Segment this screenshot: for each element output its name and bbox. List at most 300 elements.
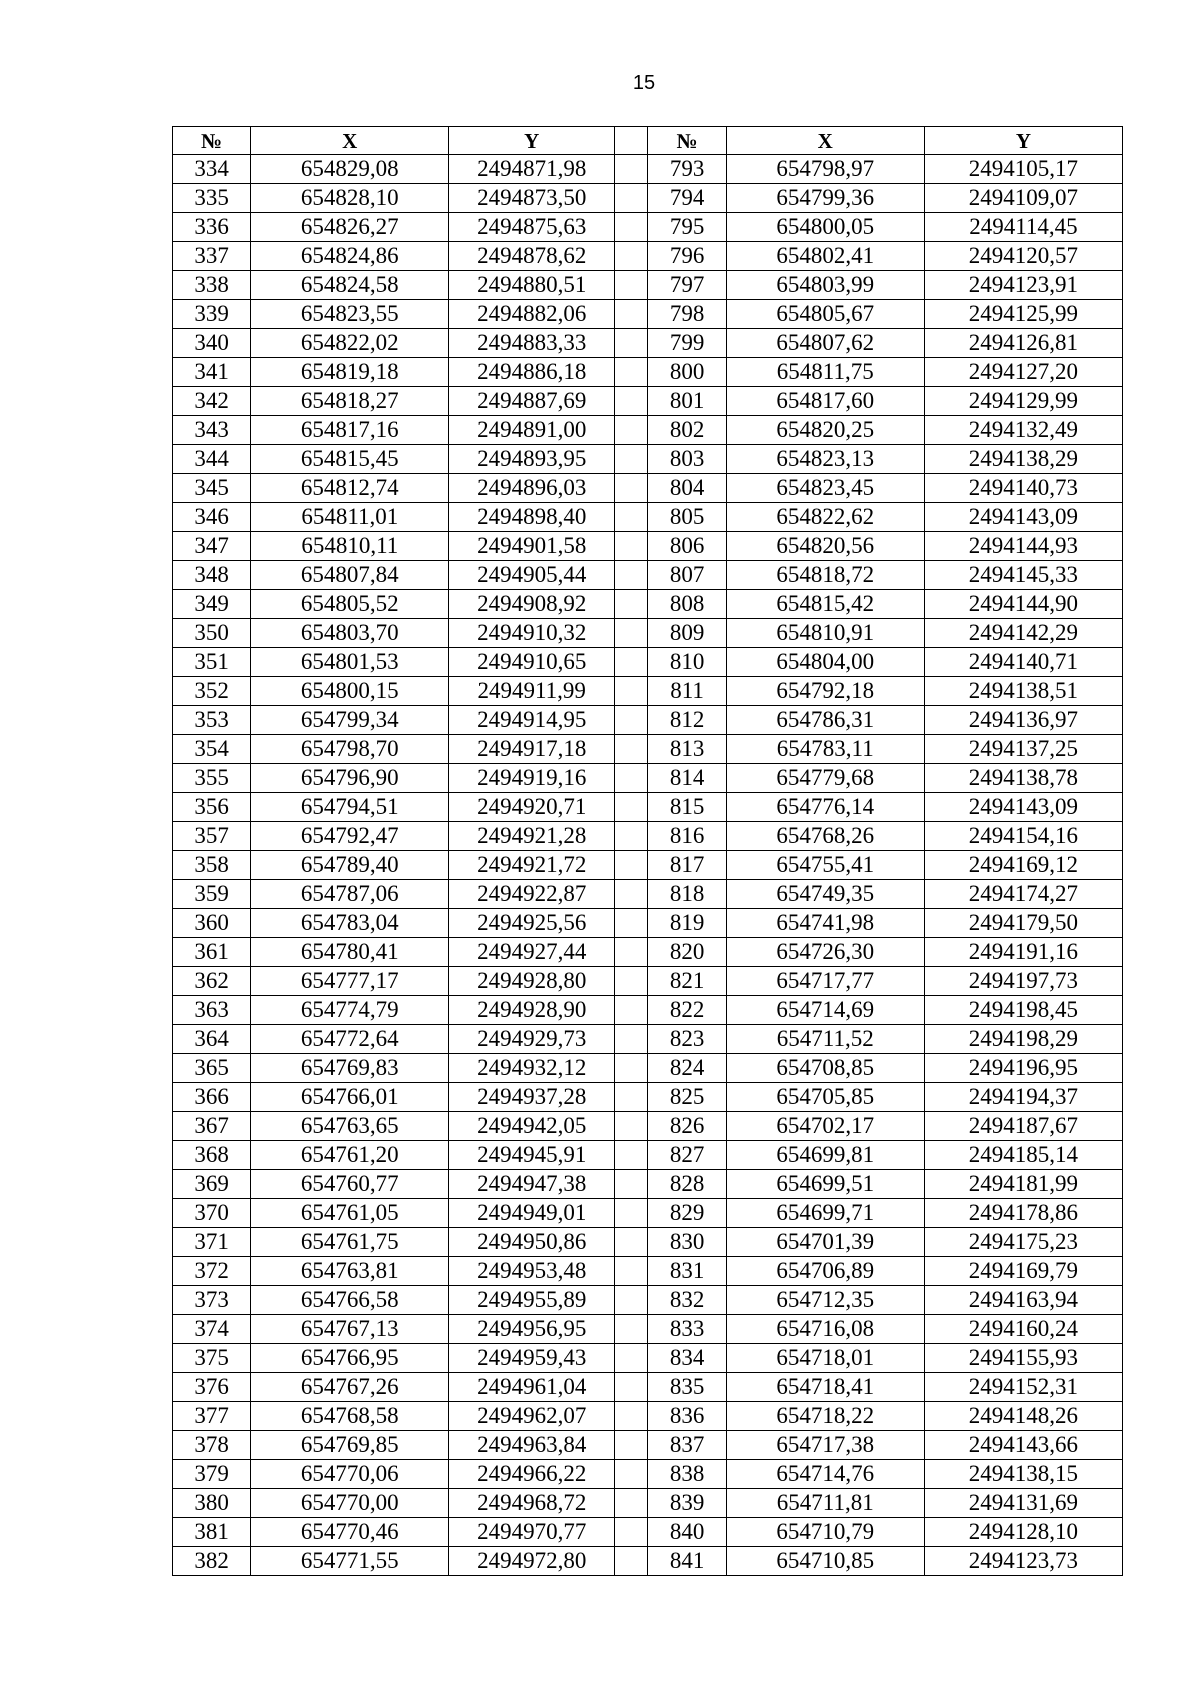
x-coordinate-left: 654818,27 [251, 387, 449, 416]
y-coordinate-left: 2494942,05 [449, 1112, 615, 1141]
y-coordinate-left: 2494961,04 [449, 1373, 615, 1402]
x-coordinate-left: 654763,81 [251, 1257, 449, 1286]
x-coordinate-right: 654714,69 [726, 996, 924, 1025]
spacer-cell [615, 1083, 648, 1112]
point-number-right: 808 [648, 590, 726, 619]
x-coordinate-left: 654796,90 [251, 764, 449, 793]
point-number-right: 827 [648, 1141, 726, 1170]
spacer-cell [615, 880, 648, 909]
point-number-left: 370 [173, 1199, 251, 1228]
point-number-left: 345 [173, 474, 251, 503]
y-coordinate-right: 2494187,67 [924, 1112, 1122, 1141]
point-number-left: 346 [173, 503, 251, 532]
table-row [173, 532, 1123, 561]
point-number-right: 799 [648, 329, 726, 358]
y-coordinate-right: 2494143,09 [924, 793, 1122, 822]
x-coordinate-right: 654799,36 [726, 184, 924, 213]
spacer-cell [615, 271, 648, 300]
x-coordinate-right: 654810,91 [726, 619, 924, 648]
y-coordinate-right: 2494123,73 [924, 1547, 1122, 1576]
x-coordinate-right: 654779,68 [726, 764, 924, 793]
table-row [173, 329, 1123, 358]
point-number-left: 354 [173, 735, 251, 764]
header-y-left: Y [449, 127, 615, 155]
x-coordinate-left: 654767,13 [251, 1315, 449, 1344]
point-number-right: 817 [648, 851, 726, 880]
y-coordinate-left: 2494925,56 [449, 909, 615, 938]
y-coordinate-right: 2494191,16 [924, 938, 1122, 967]
x-coordinate-right: 654818,72 [726, 561, 924, 590]
y-coordinate-right: 2494179,50 [924, 909, 1122, 938]
x-coordinate-left: 654761,75 [251, 1228, 449, 1257]
point-number-right: 826 [648, 1112, 726, 1141]
spacer-cell [615, 532, 648, 561]
y-coordinate-right: 2494145,33 [924, 561, 1122, 590]
y-coordinate-left: 2494921,72 [449, 851, 615, 880]
point-number-right: 837 [648, 1431, 726, 1460]
y-coordinate-left: 2494886,18 [449, 358, 615, 387]
point-number-right: 801 [648, 387, 726, 416]
table-row [173, 1460, 1123, 1489]
y-coordinate-right: 2494143,09 [924, 503, 1122, 532]
point-number-right: 794 [648, 184, 726, 213]
point-number-right: 811 [648, 677, 726, 706]
y-coordinate-left: 2494896,03 [449, 474, 615, 503]
y-coordinate-left: 2494908,92 [449, 590, 615, 619]
x-coordinate-right: 654718,22 [726, 1402, 924, 1431]
y-coordinate-right: 2494174,27 [924, 880, 1122, 909]
spacer-cell [615, 445, 648, 474]
header-spacer [615, 127, 648, 155]
y-coordinate-left: 2494910,32 [449, 619, 615, 648]
point-number-left: 343 [173, 416, 251, 445]
spacer-cell [615, 793, 648, 822]
x-coordinate-right: 654786,31 [726, 706, 924, 735]
point-number-right: 798 [648, 300, 726, 329]
point-number-left: 381 [173, 1518, 251, 1547]
x-coordinate-right: 654804,00 [726, 648, 924, 677]
point-number-right: 806 [648, 532, 726, 561]
x-coordinate-right: 654783,11 [726, 735, 924, 764]
spacer-cell [615, 474, 648, 503]
y-coordinate-left: 2494929,73 [449, 1025, 615, 1054]
x-coordinate-left: 654767,26 [251, 1373, 449, 1402]
table-row [173, 1199, 1123, 1228]
x-coordinate-left: 654766,58 [251, 1286, 449, 1315]
x-coordinate-right: 654802,41 [726, 242, 924, 271]
table-row [173, 1083, 1123, 1112]
table-row [173, 619, 1123, 648]
coordinates-table [172, 126, 1123, 1576]
x-coordinate-left: 654803,70 [251, 619, 449, 648]
table-row [173, 909, 1123, 938]
header-num-right: № [648, 127, 726, 155]
table-row [173, 735, 1123, 764]
x-coordinate-right: 654817,60 [726, 387, 924, 416]
spacer-cell [615, 329, 648, 358]
point-number-right: 797 [648, 271, 726, 300]
table-row [173, 822, 1123, 851]
point-number-right: 829 [648, 1199, 726, 1228]
y-coordinate-right: 2494137,25 [924, 735, 1122, 764]
x-coordinate-right: 654822,62 [726, 503, 924, 532]
x-coordinate-right: 654702,17 [726, 1112, 924, 1141]
point-number-left: 360 [173, 909, 251, 938]
point-number-left: 344 [173, 445, 251, 474]
x-coordinate-right: 654708,85 [726, 1054, 924, 1083]
point-number-right: 832 [648, 1286, 726, 1315]
x-coordinate-right: 654749,35 [726, 880, 924, 909]
point-number-right: 828 [648, 1170, 726, 1199]
y-coordinate-left: 2494880,51 [449, 271, 615, 300]
point-number-right: 807 [648, 561, 726, 590]
spacer-cell [615, 1170, 648, 1199]
point-number-right: 805 [648, 503, 726, 532]
x-coordinate-left: 654824,58 [251, 271, 449, 300]
spacer-cell [615, 764, 648, 793]
point-number-left: 352 [173, 677, 251, 706]
point-number-right: 825 [648, 1083, 726, 1112]
y-coordinate-left: 2494914,95 [449, 706, 615, 735]
y-coordinate-right: 2494123,91 [924, 271, 1122, 300]
x-coordinate-right: 654717,38 [726, 1431, 924, 1460]
point-number-right: 823 [648, 1025, 726, 1054]
x-coordinate-left: 654769,83 [251, 1054, 449, 1083]
x-coordinate-left: 654787,06 [251, 880, 449, 909]
x-coordinate-right: 654718,01 [726, 1344, 924, 1373]
point-number-right: 813 [648, 735, 726, 764]
page-number: 15 [632, 72, 656, 94]
x-coordinate-left: 654829,08 [251, 155, 449, 184]
x-coordinate-left: 654811,01 [251, 503, 449, 532]
y-coordinate-left: 2494919,16 [449, 764, 615, 793]
table-row [173, 996, 1123, 1025]
point-number-left: 350 [173, 619, 251, 648]
table-row [173, 880, 1123, 909]
y-coordinate-right: 2494169,12 [924, 851, 1122, 880]
y-coordinate-left: 2494891,00 [449, 416, 615, 445]
point-number-left: 366 [173, 1083, 251, 1112]
point-number-right: 836 [648, 1402, 726, 1431]
y-coordinate-left: 2494922,87 [449, 880, 615, 909]
point-number-left: 356 [173, 793, 251, 822]
y-coordinate-right: 2494155,93 [924, 1344, 1122, 1373]
x-coordinate-left: 654777,17 [251, 967, 449, 996]
y-coordinate-right: 2494138,15 [924, 1460, 1122, 1489]
table-row [173, 764, 1123, 793]
x-coordinate-left: 654822,02 [251, 329, 449, 358]
table-row [173, 445, 1123, 474]
x-coordinate-left: 654805,52 [251, 590, 449, 619]
y-coordinate-right: 2494126,81 [924, 329, 1122, 358]
table-row [173, 561, 1123, 590]
x-coordinate-left: 654815,45 [251, 445, 449, 474]
y-coordinate-left: 2494905,44 [449, 561, 615, 590]
x-coordinate-left: 654823,55 [251, 300, 449, 329]
x-coordinate-right: 654705,85 [726, 1083, 924, 1112]
y-coordinate-right: 2494138,78 [924, 764, 1122, 793]
x-coordinate-left: 654828,10 [251, 184, 449, 213]
table-header-row [173, 127, 1123, 155]
y-coordinate-right: 2494148,26 [924, 1402, 1122, 1431]
y-coordinate-left: 2494927,44 [449, 938, 615, 967]
y-coordinate-right: 2494181,99 [924, 1170, 1122, 1199]
table-row [173, 474, 1123, 503]
x-coordinate-left: 654760,77 [251, 1170, 449, 1199]
x-coordinate-left: 654810,11 [251, 532, 449, 561]
table-row [173, 242, 1123, 271]
y-coordinate-left: 2494917,18 [449, 735, 615, 764]
spacer-cell [615, 996, 648, 1025]
point-number-right: 816 [648, 822, 726, 851]
x-coordinate-right: 654803,99 [726, 271, 924, 300]
y-coordinate-right: 2494128,10 [924, 1518, 1122, 1547]
spacer-cell [615, 358, 648, 387]
x-coordinate-left: 654824,86 [251, 242, 449, 271]
point-number-right: 818 [648, 880, 726, 909]
x-coordinate-right: 654726,30 [726, 938, 924, 967]
point-number-left: 374 [173, 1315, 251, 1344]
y-coordinate-right: 2494144,93 [924, 532, 1122, 561]
x-coordinate-right: 654755,41 [726, 851, 924, 880]
point-number-left: 382 [173, 1547, 251, 1576]
spacer-cell [615, 561, 648, 590]
x-coordinate-right: 654717,77 [726, 967, 924, 996]
spacer-cell [615, 387, 648, 416]
point-number-right: 819 [648, 909, 726, 938]
point-number-left: 337 [173, 242, 251, 271]
y-coordinate-right: 2494114,45 [924, 213, 1122, 242]
point-number-left: 351 [173, 648, 251, 677]
header-x-right: X [726, 127, 924, 155]
x-coordinate-left: 654794,51 [251, 793, 449, 822]
spacer-cell [615, 1025, 648, 1054]
y-coordinate-left: 2494966,22 [449, 1460, 615, 1489]
table-row [173, 706, 1123, 735]
spacer-cell [615, 1431, 648, 1460]
point-number-left: 335 [173, 184, 251, 213]
spacer-cell [615, 909, 648, 938]
table-row [173, 967, 1123, 996]
y-coordinate-right: 2494105,17 [924, 155, 1122, 184]
x-coordinate-right: 654807,62 [726, 329, 924, 358]
x-coordinate-right: 654699,51 [726, 1170, 924, 1199]
x-coordinate-left: 654817,16 [251, 416, 449, 445]
y-coordinate-left: 2494887,69 [449, 387, 615, 416]
point-number-left: 347 [173, 532, 251, 561]
x-coordinate-right: 654805,67 [726, 300, 924, 329]
point-number-right: 822 [648, 996, 726, 1025]
spacer-cell [615, 416, 648, 445]
y-coordinate-right: 2494131,69 [924, 1489, 1122, 1518]
point-number-left: 357 [173, 822, 251, 851]
y-coordinate-right: 2494136,97 [924, 706, 1122, 735]
x-coordinate-left: 654771,55 [251, 1547, 449, 1576]
point-number-right: 804 [648, 474, 726, 503]
y-coordinate-left: 2494921,28 [449, 822, 615, 851]
spacer-cell [615, 648, 648, 677]
x-coordinate-left: 654768,58 [251, 1402, 449, 1431]
x-coordinate-left: 654799,34 [251, 706, 449, 735]
table-row [173, 503, 1123, 532]
spacer-cell [615, 184, 648, 213]
point-number-right: 841 [648, 1547, 726, 1576]
y-coordinate-left: 2494871,98 [449, 155, 615, 184]
point-number-left: 364 [173, 1025, 251, 1054]
point-number-right: 810 [648, 648, 726, 677]
y-coordinate-left: 2494901,58 [449, 532, 615, 561]
table-row [173, 358, 1123, 387]
spacer-cell [615, 1460, 648, 1489]
y-coordinate-left: 2494959,43 [449, 1344, 615, 1373]
x-coordinate-right: 654699,71 [726, 1199, 924, 1228]
table-row [173, 590, 1123, 619]
table-row [173, 1518, 1123, 1547]
table-row [173, 1402, 1123, 1431]
point-number-left: 342 [173, 387, 251, 416]
table-row [173, 648, 1123, 677]
x-coordinate-left: 654770,46 [251, 1518, 449, 1547]
point-number-left: 349 [173, 590, 251, 619]
x-coordinate-left: 654812,74 [251, 474, 449, 503]
y-coordinate-right: 2494178,86 [924, 1199, 1122, 1228]
table-row [173, 1112, 1123, 1141]
x-coordinate-right: 654820,25 [726, 416, 924, 445]
spacer-cell [615, 503, 648, 532]
point-number-left: 365 [173, 1054, 251, 1083]
y-coordinate-left: 2494947,38 [449, 1170, 615, 1199]
x-coordinate-right: 654712,35 [726, 1286, 924, 1315]
x-coordinate-right: 654800,05 [726, 213, 924, 242]
point-number-left: 340 [173, 329, 251, 358]
x-coordinate-left: 654770,00 [251, 1489, 449, 1518]
table-row [173, 793, 1123, 822]
spacer-cell [615, 155, 648, 184]
y-coordinate-left: 2494968,72 [449, 1489, 615, 1518]
x-coordinate-right: 654714,76 [726, 1460, 924, 1489]
x-coordinate-right: 654706,89 [726, 1257, 924, 1286]
point-number-left: 371 [173, 1228, 251, 1257]
y-coordinate-right: 2494144,90 [924, 590, 1122, 619]
y-coordinate-left: 2494928,90 [449, 996, 615, 1025]
table-row [173, 677, 1123, 706]
spacer-cell [615, 1112, 648, 1141]
y-coordinate-left: 2494911,99 [449, 677, 615, 706]
y-coordinate-right: 2494138,29 [924, 445, 1122, 474]
y-coordinate-right: 2494127,20 [924, 358, 1122, 387]
point-number-left: 378 [173, 1431, 251, 1460]
y-coordinate-left: 2494950,86 [449, 1228, 615, 1257]
point-number-left: 380 [173, 1489, 251, 1518]
table-row [173, 1489, 1123, 1518]
y-coordinate-left: 2494882,06 [449, 300, 615, 329]
x-coordinate-left: 654800,15 [251, 677, 449, 706]
point-number-left: 355 [173, 764, 251, 793]
y-coordinate-right: 2494169,79 [924, 1257, 1122, 1286]
table-row [173, 213, 1123, 242]
x-coordinate-right: 654701,39 [726, 1228, 924, 1257]
y-coordinate-right: 2494198,45 [924, 996, 1122, 1025]
x-coordinate-left: 654772,64 [251, 1025, 449, 1054]
point-number-left: 363 [173, 996, 251, 1025]
spacer-cell [615, 590, 648, 619]
spacer-cell [615, 1199, 648, 1228]
x-coordinate-left: 654826,27 [251, 213, 449, 242]
y-coordinate-right: 2494194,37 [924, 1083, 1122, 1112]
point-number-left: 336 [173, 213, 251, 242]
x-coordinate-right: 654716,08 [726, 1315, 924, 1344]
point-number-left: 359 [173, 880, 251, 909]
point-number-right: 824 [648, 1054, 726, 1083]
point-number-right: 796 [648, 242, 726, 271]
x-coordinate-left: 654761,20 [251, 1141, 449, 1170]
x-coordinate-left: 654769,85 [251, 1431, 449, 1460]
x-coordinate-left: 654770,06 [251, 1460, 449, 1489]
spacer-cell [615, 242, 648, 271]
header-x-left: X [251, 127, 449, 155]
spacer-cell [615, 735, 648, 764]
y-coordinate-right: 2494185,14 [924, 1141, 1122, 1170]
x-coordinate-left: 654807,84 [251, 561, 449, 590]
point-number-right: 834 [648, 1344, 726, 1373]
y-coordinate-right: 2494163,94 [924, 1286, 1122, 1315]
table-row [173, 1373, 1123, 1402]
spacer-cell [615, 1373, 648, 1402]
table-row [173, 300, 1123, 329]
x-coordinate-right: 654798,97 [726, 155, 924, 184]
spacer-cell [615, 1489, 648, 1518]
y-coordinate-right: 2494175,23 [924, 1228, 1122, 1257]
y-coordinate-left: 2494937,28 [449, 1083, 615, 1112]
point-number-right: 800 [648, 358, 726, 387]
y-coordinate-left: 2494875,63 [449, 213, 615, 242]
x-coordinate-right: 654711,81 [726, 1489, 924, 1518]
table-row [173, 1547, 1123, 1576]
table-row [173, 155, 1123, 184]
spacer-cell [615, 1344, 648, 1373]
x-coordinate-left: 654792,47 [251, 822, 449, 851]
y-coordinate-left: 2494920,71 [449, 793, 615, 822]
point-number-left: 338 [173, 271, 251, 300]
table-row [173, 851, 1123, 880]
table-row [173, 938, 1123, 967]
y-coordinate-left: 2494910,65 [449, 648, 615, 677]
x-coordinate-left: 654798,70 [251, 735, 449, 764]
y-coordinate-right: 2494140,71 [924, 648, 1122, 677]
point-number-right: 831 [648, 1257, 726, 1286]
x-coordinate-right: 654710,79 [726, 1518, 924, 1547]
table-row [173, 1141, 1123, 1170]
point-number-right: 814 [648, 764, 726, 793]
y-coordinate-right: 2494140,73 [924, 474, 1122, 503]
point-number-left: 377 [173, 1402, 251, 1431]
point-number-right: 803 [648, 445, 726, 474]
table-row [173, 416, 1123, 445]
x-coordinate-right: 654741,98 [726, 909, 924, 938]
y-coordinate-left: 2494963,84 [449, 1431, 615, 1460]
point-number-left: 334 [173, 155, 251, 184]
point-number-left: 373 [173, 1286, 251, 1315]
point-number-right: 793 [648, 155, 726, 184]
y-coordinate-right: 2494197,73 [924, 967, 1122, 996]
x-coordinate-right: 654776,14 [726, 793, 924, 822]
point-number-right: 839 [648, 1489, 726, 1518]
point-number-right: 835 [648, 1373, 726, 1402]
table-row [173, 271, 1123, 300]
header-num-left: № [173, 127, 251, 155]
x-coordinate-left: 654766,01 [251, 1083, 449, 1112]
y-coordinate-right: 2494132,49 [924, 416, 1122, 445]
